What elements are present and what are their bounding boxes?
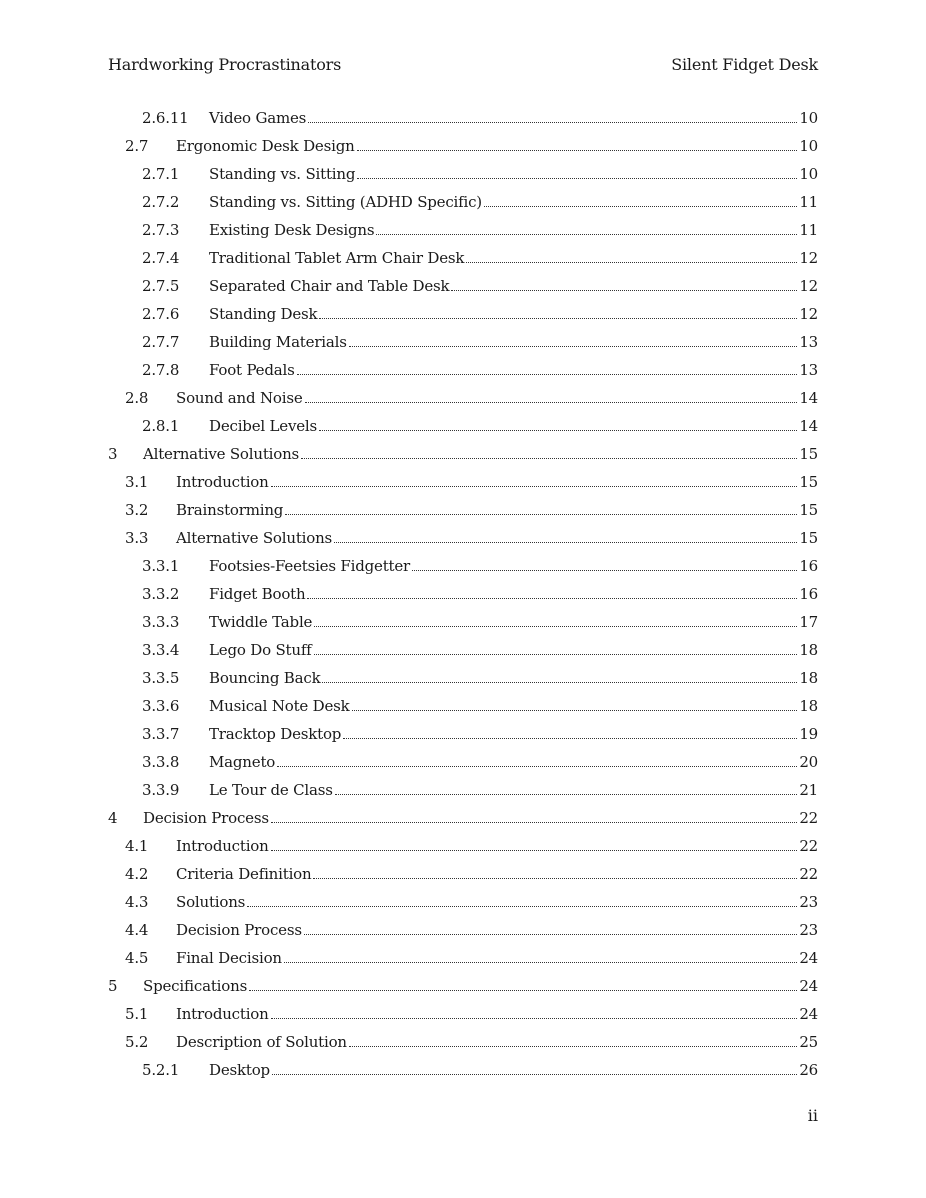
toc-entry-number: 2.7.5 [142,277,180,295]
toc-entry-page: 15 [799,445,818,463]
toc-entry-page: 24 [799,977,818,995]
toc-entry-title: Criteria Definition [176,865,312,883]
toc-entry[interactable] [108,1028,818,1056]
toc-entry-page: 22 [799,837,818,855]
toc-entry[interactable] [108,776,818,804]
toc-entry-number: 5.2.1 [142,1061,180,1079]
toc-entry[interactable] [108,216,818,244]
toc-entry-page: 13 [799,333,818,351]
toc-entry[interactable] [108,104,818,132]
toc-dot-leader [319,430,797,431]
toc-entry-number: 2.7.7 [142,333,180,351]
toc-dot-leader [249,990,797,991]
toc-entry-page: 17 [799,613,818,631]
toc-dot-leader [277,766,797,767]
toc-entry-number: 5.1 [125,1005,149,1023]
toc-dot-leader [319,318,797,319]
toc-entry-page: 18 [799,641,818,659]
toc-entry-page: 20 [799,753,818,771]
toc-entry[interactable] [108,244,818,272]
toc-entry-title: Decibel Levels [209,417,318,435]
toc-entry-number: 3.3.8 [142,753,180,771]
toc-entry-title: Specifications [143,977,248,995]
toc-entry[interactable] [108,300,818,328]
toc-dot-leader [314,626,797,627]
toc-entry[interactable] [108,356,818,384]
toc-entry-number: 3.3.9 [142,781,180,799]
toc-entry[interactable] [108,636,818,664]
toc-entry[interactable] [108,748,818,776]
toc-entry-page: 26 [799,1061,818,1079]
toc-entry[interactable] [108,580,818,608]
header-left-title: Hardworking Procrastinators [108,54,342,74]
toc-dot-leader [349,346,798,347]
toc-entry-page: 19 [799,725,818,743]
toc-entry-number: 4.2 [125,865,149,883]
toc-dot-leader [412,570,797,571]
toc-dot-leader [307,598,797,599]
toc-entry-title: Brainstorming [176,501,284,519]
toc-entry-title: Alternative Solutions [176,529,333,547]
page-header [108,52,818,76]
toc-entry-title: Alternative Solutions [143,445,300,463]
toc-dot-leader [285,514,797,515]
toc-dot-leader [284,962,797,963]
toc-entry-number: 3.3.5 [142,669,180,687]
toc-dot-leader [343,738,797,739]
toc-entry[interactable] [108,496,818,524]
toc-dot-leader [271,822,797,823]
toc-dot-leader [322,682,797,683]
toc-entry[interactable] [108,188,818,216]
toc-entry-page: 16 [799,557,818,575]
toc-entry-title: Fidget Booth [209,585,306,603]
toc-entry[interactable] [108,916,818,944]
toc-entry[interactable] [108,328,818,356]
toc-dot-leader [301,458,797,459]
toc-entry[interactable] [108,944,818,972]
toc-dot-leader [466,262,797,263]
toc-entry[interactable] [108,132,818,160]
toc-entry-title: Magneto [209,753,276,771]
toc-entry-page: 24 [799,1005,818,1023]
toc-entry-title: Description of Solution [176,1033,347,1051]
toc-entry-number: 2.8.1 [142,417,180,435]
toc-entry-title: Traditional Tablet Arm Chair Desk [209,249,465,267]
toc-dot-leader [271,486,798,487]
toc-entry-page: 10 [799,165,818,183]
toc-entry-number: 3 [108,445,118,463]
toc-entry[interactable] [108,608,818,636]
toc-entry[interactable] [108,524,818,552]
toc-dot-leader [349,1046,797,1047]
toc-entry-number: 2.7.6 [142,305,180,323]
toc-entry-number: 3.1 [125,473,149,491]
toc-entry-title: Twiddle Table [209,613,313,631]
toc-entry-number: 4.4 [125,921,149,939]
toc-entry[interactable] [108,1000,818,1028]
toc-entry-page: 12 [799,305,818,323]
toc-entry-number: 4.3 [125,893,149,911]
toc-entry-title: Solutions [176,893,246,911]
toc-entry-title: Foot Pedals [209,361,295,379]
toc-entry-number: 5 [108,977,118,995]
toc-entry-page: 13 [799,361,818,379]
toc-entry-title: Introduction [176,473,269,491]
toc-dot-leader [297,374,798,375]
toc-entry[interactable] [108,552,818,580]
toc-entry[interactable] [108,272,818,300]
toc-entry-title: Final Decision [176,949,282,967]
toc-entry[interactable] [108,720,818,748]
toc-entry-page: 15 [799,473,818,491]
toc-entry-number: 2.7.3 [142,221,180,239]
toc-entry-number: 2.6.11 [142,109,189,127]
toc-entry-page: 11 [799,193,818,211]
toc-entry[interactable] [108,692,818,720]
toc-dot-leader [357,150,798,151]
toc-dot-leader [272,1074,797,1075]
toc-entry-title: Decision Process [176,921,302,939]
toc-entry-number: 4.1 [125,837,149,855]
toc-entry[interactable] [108,664,818,692]
toc-entry-page: 23 [799,893,818,911]
toc-entry-title: Desktop [209,1061,270,1079]
toc-entry-number: 2.7.4 [142,249,180,267]
toc-entry[interactable] [108,160,818,188]
toc-entry-title: Lego Do Stuff [209,641,312,659]
toc-entry-number: 3.3.7 [142,725,180,743]
toc-dot-leader [271,850,798,851]
toc-entry-title: Musical Note Desk [209,697,350,715]
toc-entry-number: 5.2 [125,1033,149,1051]
toc-entry-title: Standing vs. Sitting (ADHD Specific) [209,193,482,211]
toc-dot-leader [376,234,797,235]
toc-entry-number: 4.5 [125,949,149,967]
toc-entry-number: 3.3 [125,529,149,547]
toc-entry-page: 10 [799,137,818,155]
toc-entry-number: 2.7.2 [142,193,180,211]
toc-dot-leader [334,542,797,543]
toc-entry-number: 2.7.8 [142,361,180,379]
toc-entry-title: Video Games [209,109,307,127]
toc-dot-leader [335,794,798,795]
toc-entry-page: 12 [799,249,818,267]
toc-entry-number: 3.2 [125,501,149,519]
toc-entry-page: 10 [799,109,818,127]
toc-entry[interactable] [108,1056,818,1084]
toc-entry-page: 14 [799,417,818,435]
toc-entry[interactable] [108,468,818,496]
toc-entry-title: Footsies-Feetsies Fidgetter [209,557,411,575]
toc-dot-leader [304,934,797,935]
toc-entry[interactable] [108,384,818,412]
toc-entry-number: 4 [108,809,118,827]
toc-dot-leader [357,178,797,179]
toc-entry-page: 25 [799,1033,818,1051]
toc-dot-leader [305,402,798,403]
toc-entry-title: Le Tour de Class [209,781,333,799]
toc-entry-page: 16 [799,585,818,603]
toc-entry-page: 24 [799,949,818,967]
toc-entry-page: 14 [799,389,818,407]
toc-entry-title: Bouncing Back [209,669,321,687]
toc-entry-page: 15 [799,501,818,519]
header-right-title: Silent Fidget Desk [671,54,818,74]
toc-entry-number: 2.7 [125,137,149,155]
toc-dot-leader [247,906,797,907]
toc-entry-number: 3.3.6 [142,697,180,715]
toc-entry-title: Existing Desk Designs [209,221,375,239]
toc-entry-title: Separated Chair and Table Desk [209,277,450,295]
toc-entry[interactable] [108,832,818,860]
toc-entry-page: 23 [799,921,818,939]
toc-entry-title: Ergonomic Desk Design [176,137,355,155]
toc-entry[interactable] [108,804,818,832]
toc-dot-leader [314,654,798,655]
toc-entry[interactable] [108,888,818,916]
toc-dot-leader [313,878,797,879]
toc-entry-number: 2.7.1 [142,165,180,183]
page-number: ii [807,1106,818,1125]
toc-entry-number: 2.8 [125,389,149,407]
toc-entry[interactable] [108,860,818,888]
toc-dot-leader [451,290,797,291]
toc-entry-number: 3.3.3 [142,613,180,631]
toc-entry-title: Introduction [176,1005,269,1023]
table-of-contents [108,104,818,1084]
toc-entry-page: 18 [799,669,818,687]
toc-entry-number: 3.3.2 [142,585,180,603]
toc-entry-number: 3.3.1 [142,557,180,575]
toc-entry-title: Sound and Noise [176,389,303,407]
toc-entry-number: 3.3.4 [142,641,180,659]
toc-dot-leader [271,1018,798,1019]
toc-entry-title: Introduction [176,837,269,855]
toc-entry-title: Tracktop Desktop [209,725,342,743]
toc-dot-leader [352,710,798,711]
toc-entry-title: Building Materials [209,333,347,351]
toc-entry-page: 21 [799,781,818,799]
toc-entry[interactable] [108,972,818,1000]
toc-entry-title: Standing vs. Sitting [209,165,356,183]
toc-entry-title: Decision Process [143,809,269,827]
toc-dot-leader [308,122,797,123]
toc-entry-page: 18 [799,697,818,715]
toc-entry[interactable] [108,440,818,468]
toc-dot-leader [484,206,797,207]
toc-entry-page: 15 [799,529,818,547]
toc-entry-page: 12 [799,277,818,295]
toc-entry[interactable] [108,412,818,440]
toc-entry-page: 11 [799,221,818,239]
toc-entry-page: 22 [799,809,818,827]
toc-entry-page: 22 [799,865,818,883]
toc-entry-title: Standing Desk [209,305,318,323]
